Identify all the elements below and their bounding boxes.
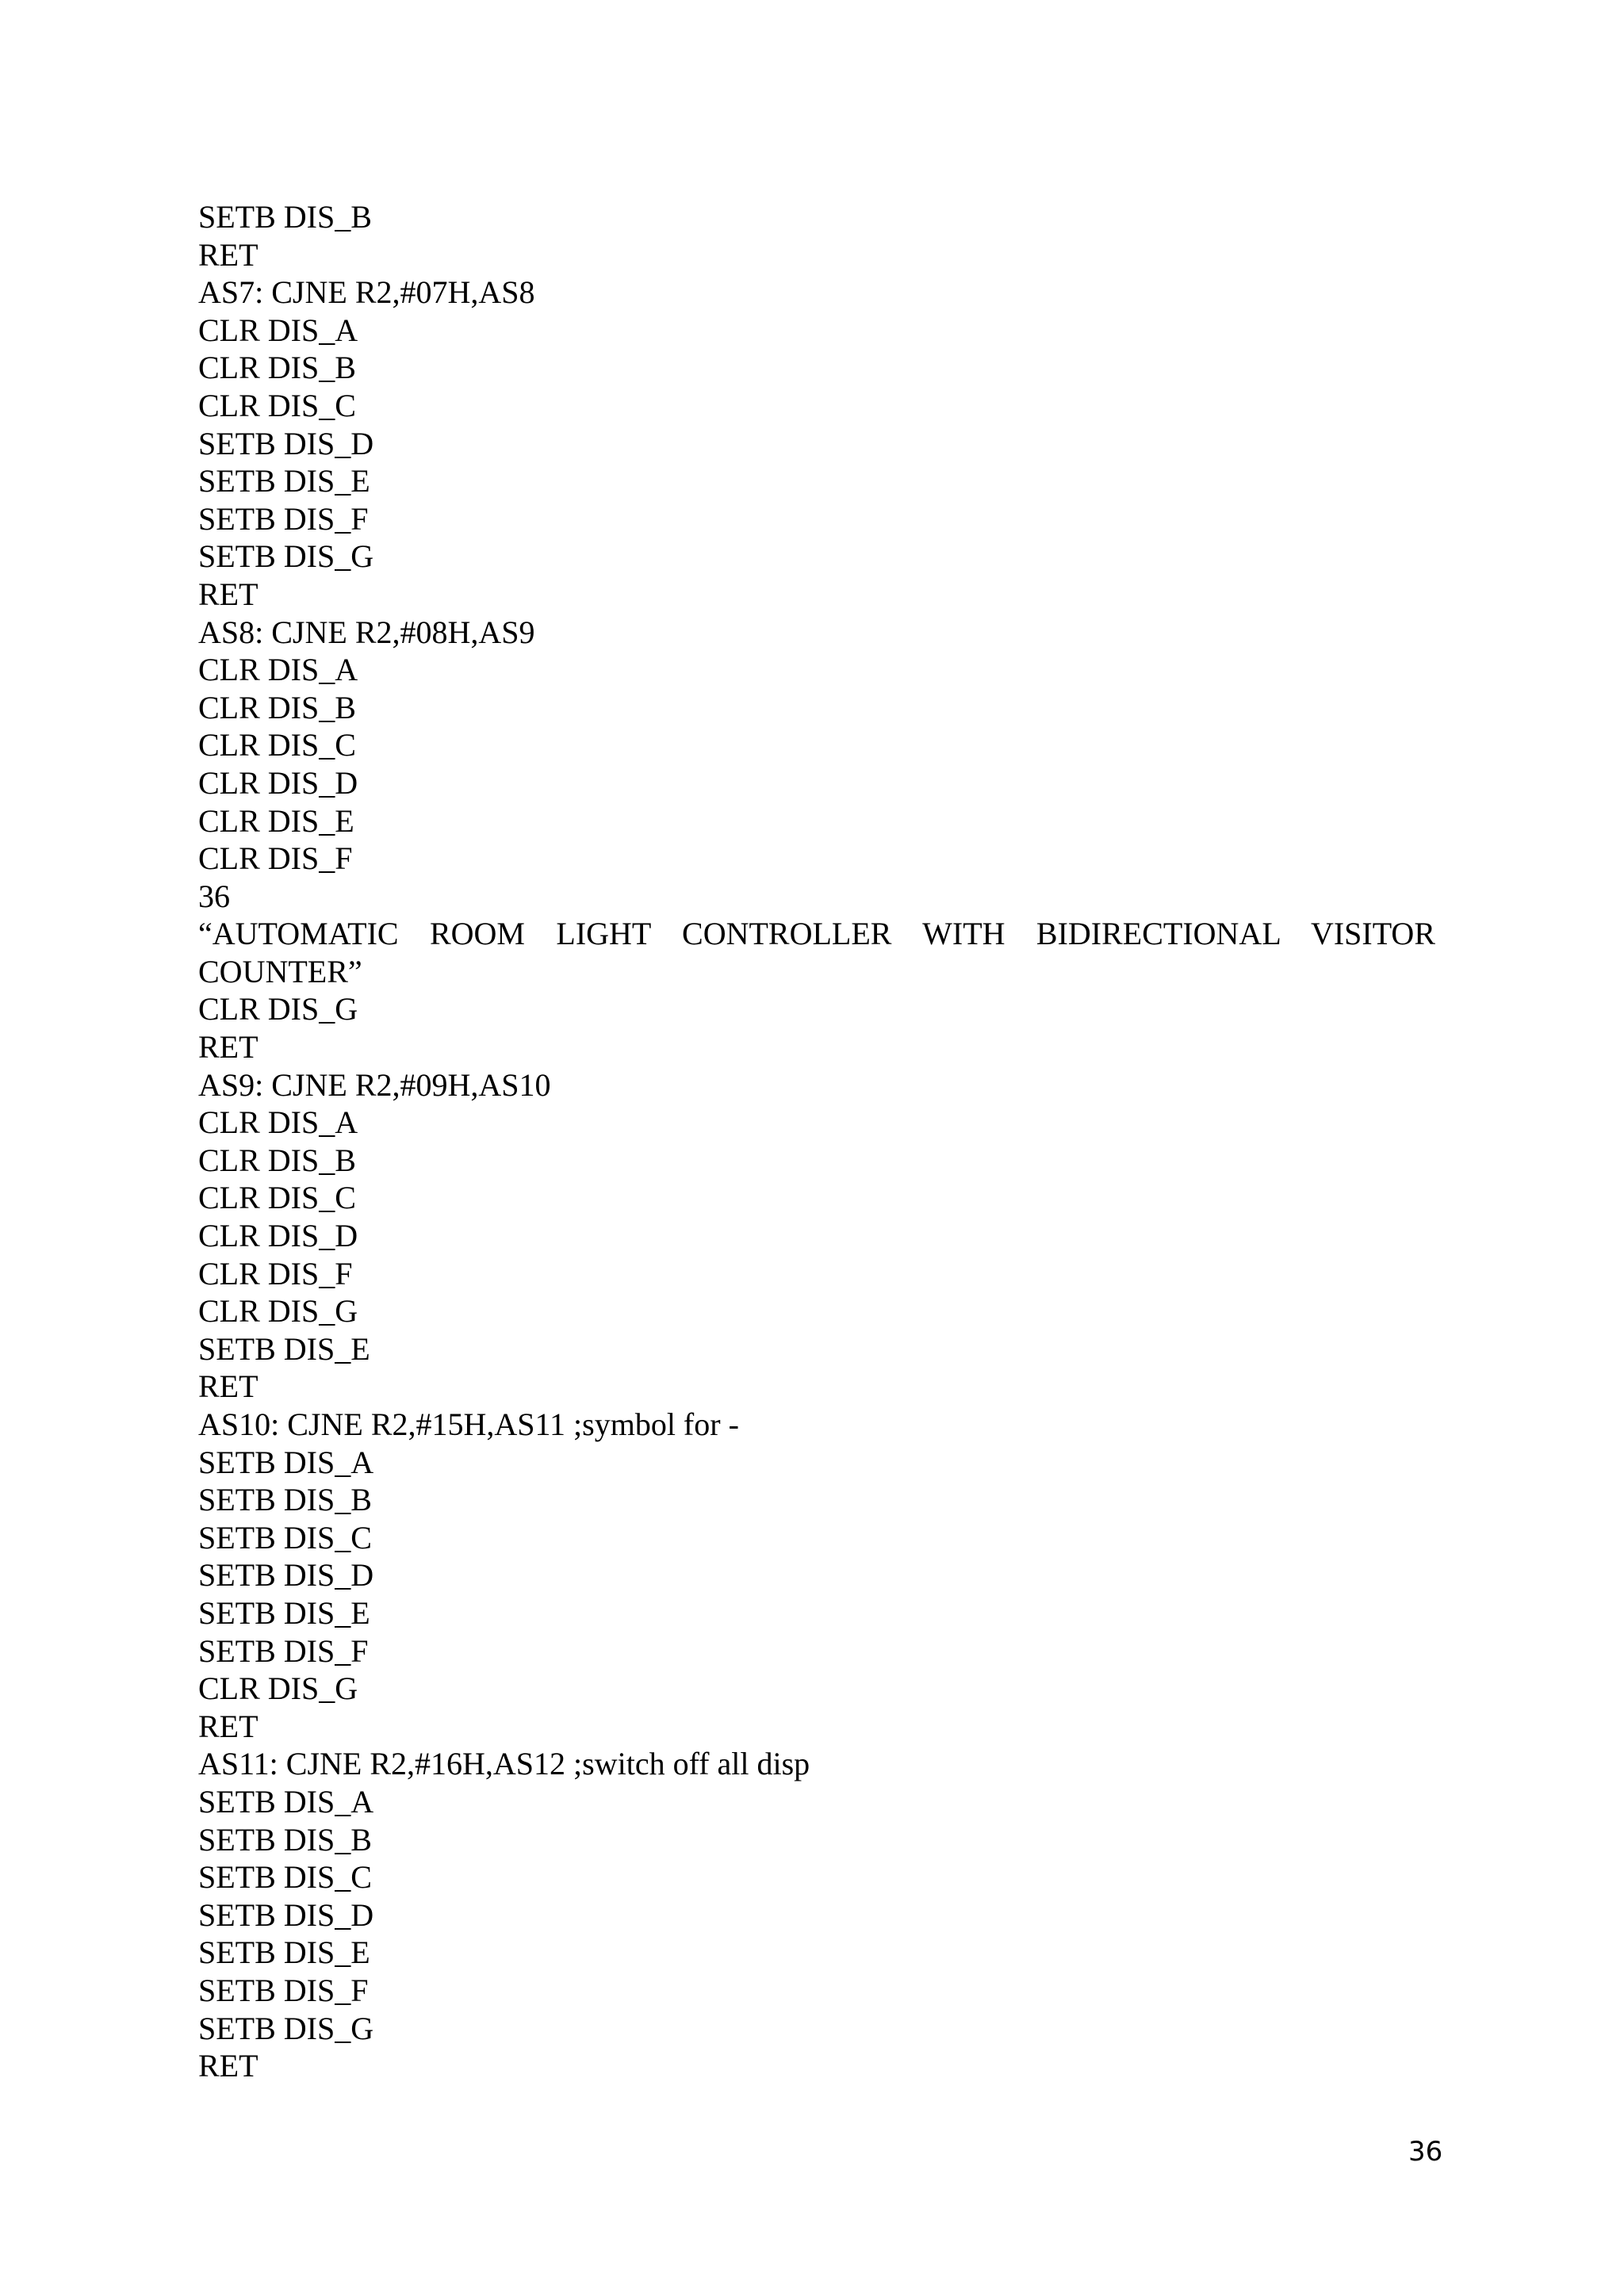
code-line: AS10: CJNE R2,#15H,AS11 ;symbol for -	[198, 1406, 739, 1442]
running-title: “AUTOMATIC ROOM LIGHT CONTROLLER WITH BIDIRECTIONAL VISITOR	[198, 916, 1435, 952]
code-line: SETB DIS_C	[198, 1519, 372, 1556]
code-line: CLR DIS_B	[198, 1142, 356, 1178]
code-line: SETB DIS_E	[198, 463, 370, 499]
code-line: SETB DIS_C	[198, 1859, 372, 1896]
code-line: CLR DIS_B	[198, 350, 356, 386]
code-line: CLR DIS_A	[198, 652, 358, 688]
code-line: CLR DIS_F	[198, 1255, 353, 1292]
code-line: SETB DIS_B	[198, 1821, 372, 1858]
code-line: SETB DIS_F	[198, 500, 369, 537]
code-line: AS8: CJNE R2,#08H,AS9	[198, 614, 535, 650]
code-line: RET	[198, 1368, 259, 1405]
code-line: SETB DIS_E	[198, 1594, 370, 1631]
code-line: SETB DIS_F	[198, 1972, 369, 2008]
code-line: CLR DIS_G	[198, 991, 358, 1027]
inline-page-number: 36	[198, 878, 230, 914]
code-line: CLR DIS_C	[198, 1180, 356, 1216]
code-line: CLR DIS_G	[198, 1670, 358, 1707]
code-line: SETB DIS_A	[198, 1444, 374, 1480]
code-line: AS11: CJNE R2,#16H,AS12 ;switch off all disp	[198, 1746, 810, 1782]
code-line: SETB DIS_D	[198, 1557, 374, 1594]
code-line: SETB DIS_D	[198, 425, 374, 461]
code-line: RET	[198, 1708, 259, 1744]
code-line: CLR DIS_A	[198, 1104, 358, 1141]
code-line: CLR DIS_E	[198, 802, 354, 839]
code-line: SETB DIS_E	[198, 1330, 370, 1367]
code-line: CLR DIS_C	[198, 727, 356, 763]
code-line: SETB DIS_D	[198, 1896, 374, 1933]
code-line: CLR DIS_B	[198, 689, 356, 725]
code-line: SETB DIS_E	[198, 1934, 370, 1971]
code-line: SETB DIS_F	[198, 1632, 369, 1669]
code-line: CLR DIS_D	[198, 764, 358, 801]
code-line: RET	[198, 236, 259, 273]
code-line: CLR DIS_G	[198, 1293, 358, 1330]
code-line: RET	[198, 1029, 259, 1066]
code-line: RET	[198, 2048, 259, 2084]
code-line: SETB DIS_G	[198, 538, 374, 575]
code-line: SETB DIS_B	[198, 1482, 372, 1518]
code-line: SETB DIS_B	[198, 199, 372, 235]
code-line: CLR DIS_F	[198, 840, 353, 877]
running-title-continued: COUNTER”	[198, 953, 362, 989]
page-number: 36	[1408, 2136, 1443, 2168]
code-line: CLR DIS_C	[198, 387, 356, 423]
assembly-code-listing	[198, 198, 1435, 2085]
code-line: RET	[198, 576, 259, 612]
code-line: CLR DIS_D	[198, 1218, 358, 1254]
code-line: AS7: CJNE R2,#07H,AS8	[198, 274, 535, 311]
code-line: CLR DIS_A	[198, 312, 358, 348]
code-line: SETB DIS_A	[198, 1783, 374, 1820]
code-line: SETB DIS_G	[198, 2010, 374, 2046]
code-line: AS9: CJNE R2,#09H,AS10	[198, 1066, 551, 1103]
